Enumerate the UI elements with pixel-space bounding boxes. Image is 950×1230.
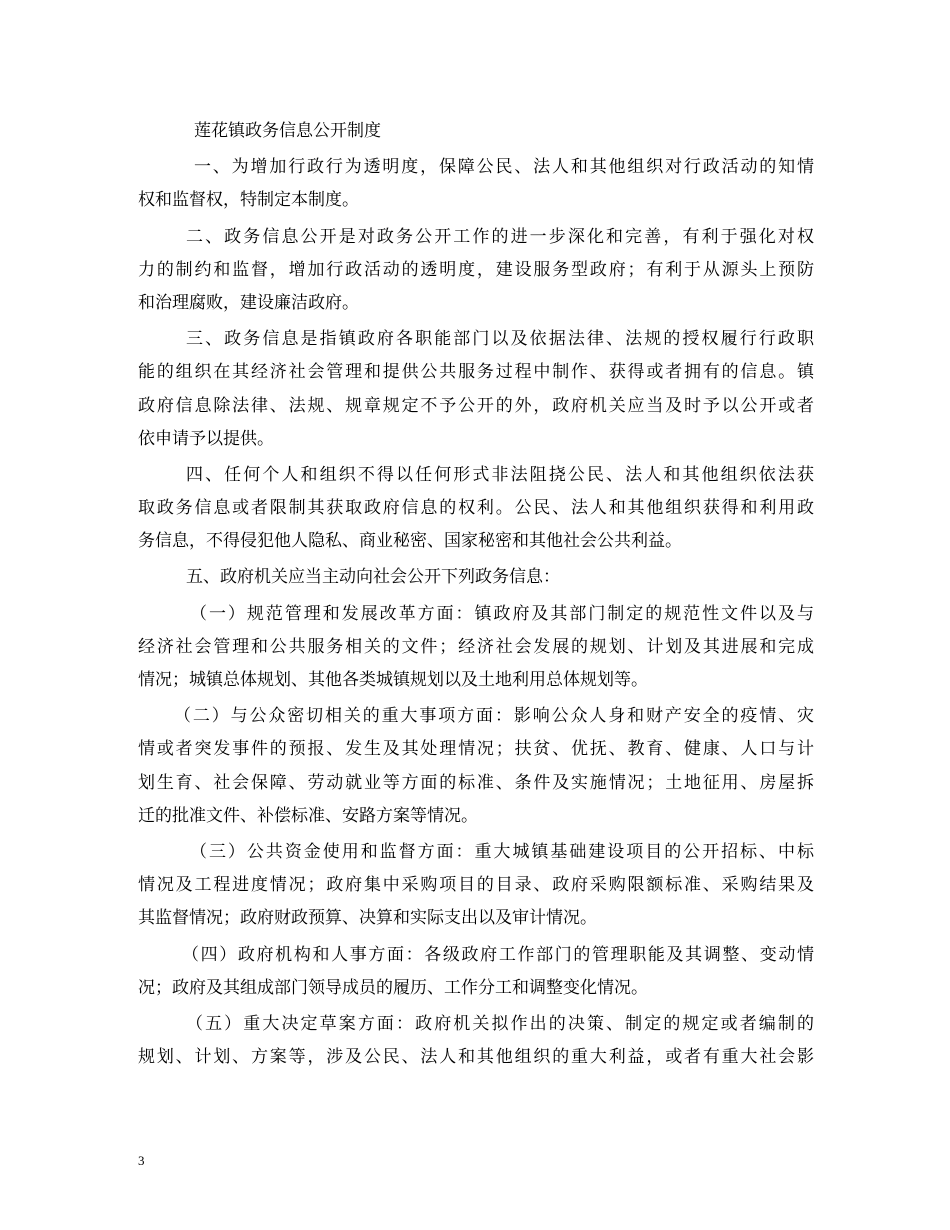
text-line: 务信息，不得侵犯他人隐私、商业秘密、国家秘密和其他社会公共利益。 [138, 531, 682, 552]
text-line: 取政务信息或者限制其获取政府信息的权利。公民、法人和其他组织获得和利用政 [138, 498, 814, 519]
paragraph-gap [138, 1074, 814, 1077]
paragraph [138, 459, 814, 559]
paragraph [138, 323, 814, 456]
text-line: 一、为增加行政行为透明度，保障公民、法人和其他组织对行政活动的知情 [194, 157, 814, 178]
page-number: 3 [138, 1153, 145, 1168]
document-body [138, 115, 814, 1077]
text-line: 况；政府及其组成部门领导成员的履历、工作分工和调整变化情况。 [138, 977, 648, 998]
text-line: （二）与公众密切相关的重大事项方面：影响公众人身和财产安全的疫情、灾 [174, 706, 814, 727]
text-line: （一）规范管理和发展改革方面：镇政府及其部门制定的规范性文件以及与 [190, 603, 814, 624]
text-line: 和治理腐败，建设廉洁政府。 [138, 292, 359, 313]
text-line: 划生育、社会保障、劳动就业等方面的标准、条件及实施情况；土地征用、房屋拆 [138, 772, 814, 793]
text-line: 三、政务信息是指镇政府各职能部门以及依据法律、法规的授权履行行政职 [186, 329, 814, 350]
paragraph [138, 836, 814, 936]
text-line: 经济社会管理和公共服务相关的文件；经济社会发展的规划、计划及其进展和完成 [138, 636, 814, 657]
text-line: （四）政府机构和人事方面：各级政府工作部门的管理职能及其调整、变动情 [182, 944, 814, 965]
text-line: 权和监督权，特制定本制度。 [138, 190, 359, 211]
paragraph [138, 939, 814, 1005]
text-line: 迁的批准文件、补偿标准、安路方案等情况。 [138, 805, 478, 826]
text-line: 力的制约和监督，增加行政活动的透明度，建设服务型政府；有利于从源头上预防 [138, 259, 814, 280]
text-line: 四、任何个人和组织不得以任何形式非法阻挠公民、法人和其他组织依法获 [186, 464, 814, 485]
text-line: 莲花镇政务信息公开制度 [194, 121, 381, 141]
paragraph [138, 1008, 814, 1074]
text-line: 情或者突发事件的预报、发生及其处理情况；扶贫、优抚、教育、健康、人口与计 [138, 739, 814, 760]
text-line: 能的组织在其经济社会管理和提供公共服务过程中制作、获得或者拥有的信息。镇 [138, 362, 814, 383]
text-line: 政府信息除法律、法规、规章规定不予公开的外，政府机关应当及时予以公开或者 [138, 395, 814, 416]
text-line: 情况及工程进度情况；政府集中采购项目的目录、政府采购限额标准、采购结果及 [138, 875, 814, 896]
document-title [138, 115, 814, 148]
text-line: 二、政务信息公开是对政务公开工作的进一步深化和完善，有利于强化对权 [186, 226, 814, 247]
text-line: （三）公共资金使用和监督方面：重大城镇基础建设项目的公开招标、中标 [190, 841, 814, 862]
text-line: 依申请予以提供。 [138, 428, 274, 449]
text-line: 五、政府机关应当主动向社会公开下列政务信息： [186, 567, 560, 588]
paragraph [138, 598, 814, 698]
text-line: 规划、计划、方案等，涉及公民、法人和其他组织的重大利益，或者有重大社会影 [138, 1047, 814, 1068]
paragraph [138, 151, 814, 217]
paragraph [138, 221, 814, 321]
text-line: （五）重大决定草案方面：政府机关拟作出的决策、制定的规定或者编制的 [186, 1013, 814, 1034]
paragraph [138, 700, 814, 833]
text-line: 情况；城镇总体规划、其他各类城镇规划以及土地利用总体规划等。 [138, 670, 648, 690]
text-line: 其监督情况；政府财政预算、决算和实际支出以及审计情况。 [138, 908, 597, 929]
paragraph [138, 561, 814, 594]
